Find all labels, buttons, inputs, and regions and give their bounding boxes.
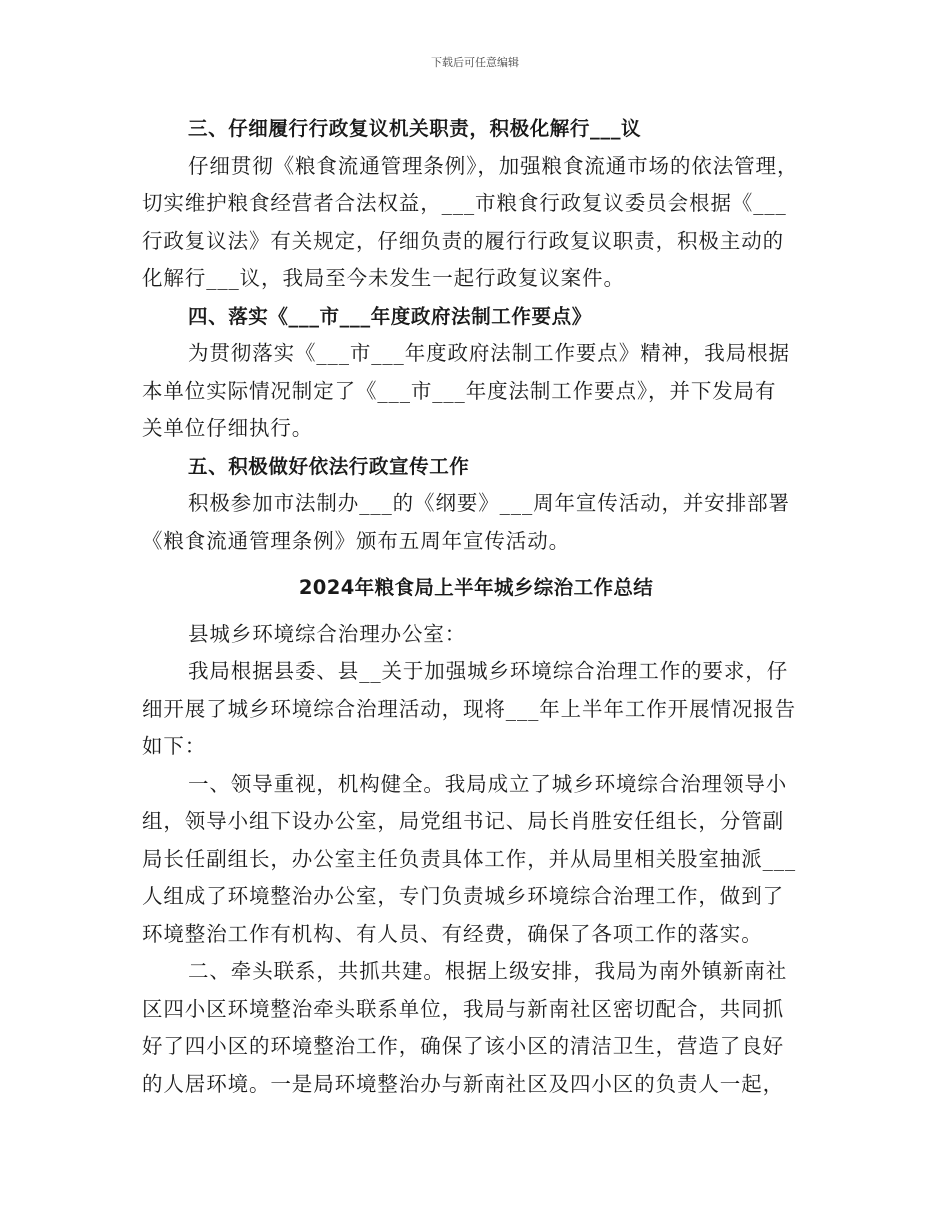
paragraph-line: 细开展了城乡环境综合治理活动，现将___年上半年工作开展情况报告 (142, 696, 797, 721)
section-heading-5: 五、积极做好依法行政宣传工作 (188, 454, 470, 478)
paragraph-line: 一、领导重视，机构健全。我局成立了城乡环境综合治理领导小 (188, 771, 788, 796)
paragraph-line: 我局根据县委、县__关于加强城乡环境综合治理工作的要求，仔 (188, 659, 789, 683)
paragraph-line: 本单位实际情况制定了《___市___年度法制工作要点》，并下发局有 (142, 378, 777, 403)
paragraph-line: 化解行___议，我局至今未发生一起行政复议案件。 (142, 266, 625, 290)
paragraph-line: 积极参加市法制办___的《纲要》___周年宣传活动，并安排部署 (188, 491, 790, 515)
section-heading-4: 四、落实《___市___年度政府法制工作要点》 (188, 304, 592, 328)
section-heading-3: 三、仔细履行行政复议机关职责，积极化解行___议 (188, 117, 642, 140)
paragraph-line: 好了四小区的环境整治工作，确保了该小区的清洁卫生，营造了良好 (142, 1034, 784, 1058)
paragraph-line: 二、牵头联系，共抓共建。根据上级安排，我局为南外镇新南社 (188, 959, 788, 983)
paragraph-line: 仔细贯彻《粮食流通管理条例》，加强粮食流通市场的依法管理， (188, 153, 799, 178)
paragraph-line: 环境整治工作有机构、有人员、有经费，确保了各项工作的落实。 (142, 921, 763, 946)
paragraph-line: 行政复议法》有关规定，仔细负责的履行行政复议职责，积极主动的 (142, 228, 784, 253)
paragraph-line: 区四小区环境整治牵头联系单位，我局与新南社区密切配合，共同抓 (142, 996, 784, 1021)
paragraph-line: 组，领导小组下设办公室，局党组书记、局长肖胜安任组长，分管副 (142, 809, 784, 833)
document-body (142, 110, 810, 1103)
paragraph-line: 为贯彻落实《___市___年度政府法制工作要点》精神，我局根据 (188, 341, 790, 365)
paragraph-line: 人组成了环境整治办公室，专门负责城乡环境综合治理工作，做到了 (142, 884, 784, 908)
paragraph-line: 《粮食流通管理条例》颁布五周年宣传活动。 (142, 528, 570, 553)
paragraph-line: 切实维护粮食经营者合法权益，___市粮食行政复议委员会根据《___ (142, 191, 787, 215)
paragraph-line: 的人居环境。一是局环境整治办与新南社区及四小区的负责人一起， (142, 1071, 784, 1096)
paragraph-line: 如下： (142, 734, 207, 758)
report-title: 2024年粮食局上半年城乡综治工作总结 (298, 576, 654, 599)
paragraph-line: 局长任副组长，办公室主任负责具体工作，并从局里相关股室抽派___ (142, 846, 797, 871)
page-header-note: 下载后可任意编辑 (431, 56, 519, 69)
paragraph-line: 关单位仔细执行。 (142, 416, 314, 440)
report-addressee: 县城乡环境综合治理办公室： (188, 621, 467, 646)
